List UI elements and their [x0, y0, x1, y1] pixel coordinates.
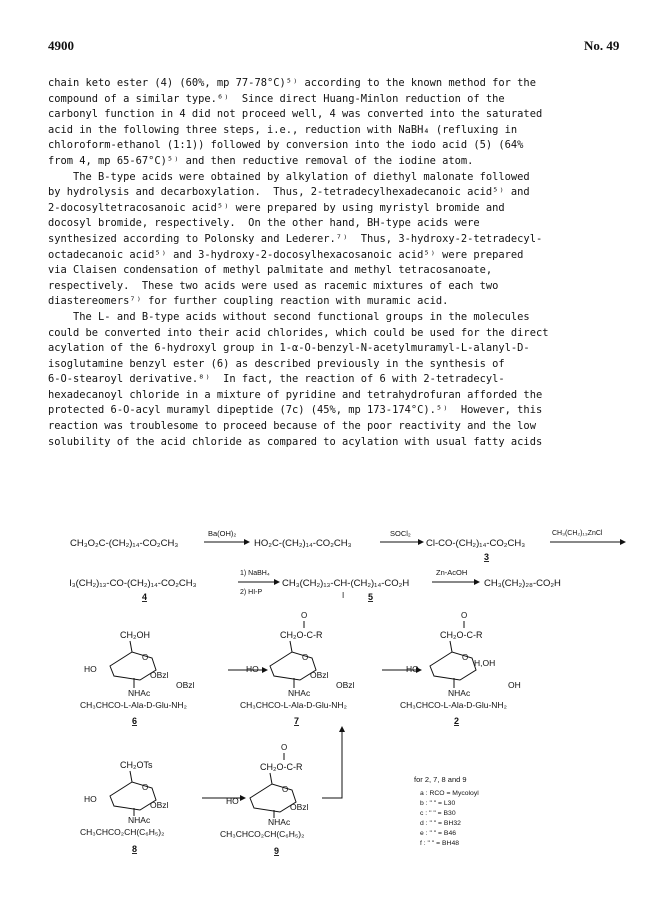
label-3: 3 [484, 552, 490, 562]
label-7: 7 [294, 716, 300, 726]
arrow-9-7 [322, 732, 342, 798]
ester-benzyl: OBzl [336, 680, 355, 690]
body-text [48, 76, 628, 450]
text-line: carbonyl function in 4 did not proceed well, 4 was converted into the saturated [48, 108, 543, 121]
text-line: acid in the following three steps, i.e., reduction with NaBH₄ (refluxing in [48, 123, 518, 136]
reagent-3: CH₃(CH₂)₁₃ZnCl [552, 530, 603, 537]
reagent-4a: 1) NaBH₄ [240, 570, 270, 577]
text-line: synthesized according to Polonsky and Lederer.⁷⁾ Thus, 3-hydroxy-2-tetradecyl- [48, 232, 543, 245]
text-line: from 4, mp 65-67°C)⁵⁾ and then reductive removal of the iodine atom. [48, 154, 474, 167]
bond [270, 773, 272, 784]
text-line: reaction was troublesome to proceed because of the poor reactivity and the low [48, 420, 536, 433]
text-line: chain keto ester (4) (60%, mp 77-78°C)⁵⁾ according to the known method for the [48, 77, 536, 89]
ring-oxygen: O [142, 653, 149, 662]
iodo-substituent: I [342, 591, 345, 600]
label-2: 2 [454, 716, 460, 726]
text-line: respectively. These two acids were used as racemic mixtures of each two [48, 279, 499, 292]
anomeric-h-oh: H,OH [474, 658, 496, 668]
label-4: 4 [142, 592, 148, 602]
text-line: diastereomers⁷⁾ for further coupling reaction with muramic acid. [48, 295, 449, 308]
text-line: compound of a similar type.⁶⁾ Since direct Huang-Minlon reduction of the [48, 92, 505, 105]
acyloxymethyl: CH₂O-C-R [280, 630, 323, 640]
label-5: 5 [368, 592, 374, 602]
ester-benzyl: OBzl [176, 680, 195, 690]
compound-3: Cl-CO-(CH₂)₁₄-CO₂CH₃ [426, 538, 526, 549]
reaction-scheme [70, 520, 630, 860]
compound-5: CH₃(CH₂)₁₃-CH-(CH₂)₁₄-CO₂H [282, 578, 410, 589]
ring-oxygen: O [282, 785, 289, 794]
compound-diester: CH₃O₂C-(CH₂)₁₄-CO₂CH₃ [70, 538, 179, 549]
acetamido: NHAc [128, 688, 151, 698]
hydroxyl: HO [226, 796, 239, 806]
text-line: isoglutamine benzyl ester (6) as described previously in the synthesis of [48, 357, 505, 370]
bond [130, 641, 132, 652]
free-carboxyl-oh: OH [508, 680, 521, 690]
arrowhead-8-9 [240, 795, 246, 801]
text-line: 2-docosyltetracosanoic acid⁵⁾ were prepared by using myristyl bromide and [48, 201, 505, 214]
legend-row-e: e : " " = B46 [420, 830, 456, 837]
arrowhead-3 [620, 539, 626, 545]
text-line: 6-O-stearoyl derivative.⁸⁾ In fact, the reaction of 6 with 2-tetradecyl- [48, 373, 505, 386]
hydroxyl: HO [84, 664, 97, 674]
ring-oxygen: O [302, 653, 309, 662]
ch2oh-group: CH₂OH [120, 630, 150, 640]
hydroxyl: HO [246, 664, 259, 674]
text-line: docosyl bromide, respectively. On the other hand, BH-type acids were [48, 217, 480, 230]
compound-c30-acid: CH₃(CH₂)₂₈-CO₂H [484, 578, 561, 589]
bond [130, 771, 132, 782]
scheme-svg [70, 520, 630, 860]
hydroxyl: HO [406, 664, 419, 674]
structure-2 [400, 611, 521, 726]
ring-2 [430, 652, 476, 680]
text-line: acylation of the 6-hydroxyl group in 1-α-O-benzyl-N-acetylmuramyl-L-alanyl-D- [48, 342, 530, 355]
tosyloxymethyl: CH₂OTs [120, 760, 153, 770]
issue-number: No. 49 [584, 38, 620, 53]
diphenylmethyl-ester: CH₃CHCO₂CH(C₆H₅)₂ [220, 829, 305, 839]
carbonyl-oxygen: O [461, 611, 468, 620]
text-line: solubility of the acid chloride as compared to acylation with usual fatty acids [48, 435, 543, 448]
legend-row-a: a : RCO = Mycoloyl [420, 790, 479, 797]
legend-row-b: b : " " = L30 [420, 800, 456, 807]
bond [290, 641, 292, 652]
peptide-chain: CH₃CHCO-L-Ala-D-Glu-NH₂ [240, 700, 347, 710]
reagent-2: SOCl₂ [390, 529, 411, 538]
arrowhead-9-7 [339, 726, 345, 732]
structure-8 [80, 760, 169, 854]
ring-oxygen: O [462, 653, 469, 662]
reagent-5: Zn-AcOH [436, 568, 468, 577]
text-line: by hydrolysis and decarboxylation. Thus, 2-tetradecylhexadecanoic acid⁵⁾ and [48, 186, 530, 199]
carbonyl-oxygen: O [301, 611, 308, 620]
acyloxymethyl: CH₂O-C-R [440, 630, 483, 640]
acyloxymethyl: CH₂O-C-R [260, 762, 303, 772]
legend-row-c: c : " " = B30 [420, 810, 456, 817]
legend [414, 775, 479, 847]
structure-6 [80, 630, 195, 726]
text-line: via Claisen condensation of methyl palmitate and methyl tetracosanoate, [48, 264, 493, 277]
hydroxyl: HO [84, 794, 97, 804]
legend-title: for 2, 7, 8 and 9 [414, 775, 467, 784]
structure-7 [240, 611, 355, 726]
arrowhead-5 [474, 579, 480, 585]
benzyloxy: OBzl [310, 670, 329, 680]
text-line: protected 6-O-acyl muramyl dipeptide (7c) (45%, mp 173-174°C).⁵⁾ However, this [48, 404, 543, 417]
reagent-1: Ba(OH)₂ [208, 529, 237, 538]
reagent-4b: 2) HI-P [240, 589, 263, 596]
label-6: 6 [132, 716, 138, 726]
peptide-chain: CH₃CHCO-L-Ala-D-Glu-NH₂ [400, 700, 507, 710]
arrowhead-1 [244, 539, 250, 545]
carbonyl-oxygen: O [281, 743, 288, 752]
acetamido: NHAc [288, 688, 311, 698]
compound-monoacid: HO₂C-(CH₂)₁₄-CO₂CH₃ [254, 538, 352, 549]
label-9: 9 [274, 846, 280, 856]
diphenylmethyl-ester: CH₃CHCO₂CH(C₆H₅)₂ [80, 827, 165, 837]
peptide-chain: CH₃CHCO-L-Ala-D-Glu-NH₂ [80, 700, 187, 710]
page-number: 4900 [48, 38, 74, 53]
legend-row-d: d : " " = BH32 [420, 820, 461, 827]
acetamido: NHAc [128, 815, 151, 825]
benzyloxy: OBzl [150, 670, 169, 680]
legend-row-f: f : " " = BH48 [420, 840, 460, 847]
text-line: octadecanoic acid⁵⁾ and 3-hydroxy-2-docosylhexacosanoic acid⁵⁾ were prepared [48, 248, 524, 261]
arrowhead-4 [274, 579, 280, 585]
benzyloxy: OBzl [290, 802, 309, 812]
text-line: hexadecanoyl chloride in a mixture of pyridine and tetrahydrofuran afforded the [48, 388, 543, 401]
compound-4: CH₃(CH₂)₁₃-CO-(CH₂)₁₄-CO₂CH₃ [70, 578, 197, 589]
label-8: 8 [132, 844, 138, 854]
acetamido: NHAc [448, 688, 471, 698]
arrowhead-6-7 [262, 667, 268, 673]
structure-9 [220, 743, 309, 856]
text-line: chloroform-ethanol (1:1)) followed by conversion into the iodo acid (5) (64% [48, 139, 524, 152]
arrowhead-2 [418, 539, 424, 545]
bond [450, 641, 452, 652]
ring-oxygen: O [142, 783, 149, 792]
text-line: The B-type acids were obtained by alkylation of diethyl malonate followed [48, 170, 530, 183]
text-line: The L- and B-type acids without second functional groups in the molecules [48, 310, 530, 323]
benzyloxy: OBzl [150, 800, 169, 810]
acetamido: NHAc [268, 817, 291, 827]
text-line: could be converted into their acid chlorides, which could be used for the direct [48, 326, 549, 339]
